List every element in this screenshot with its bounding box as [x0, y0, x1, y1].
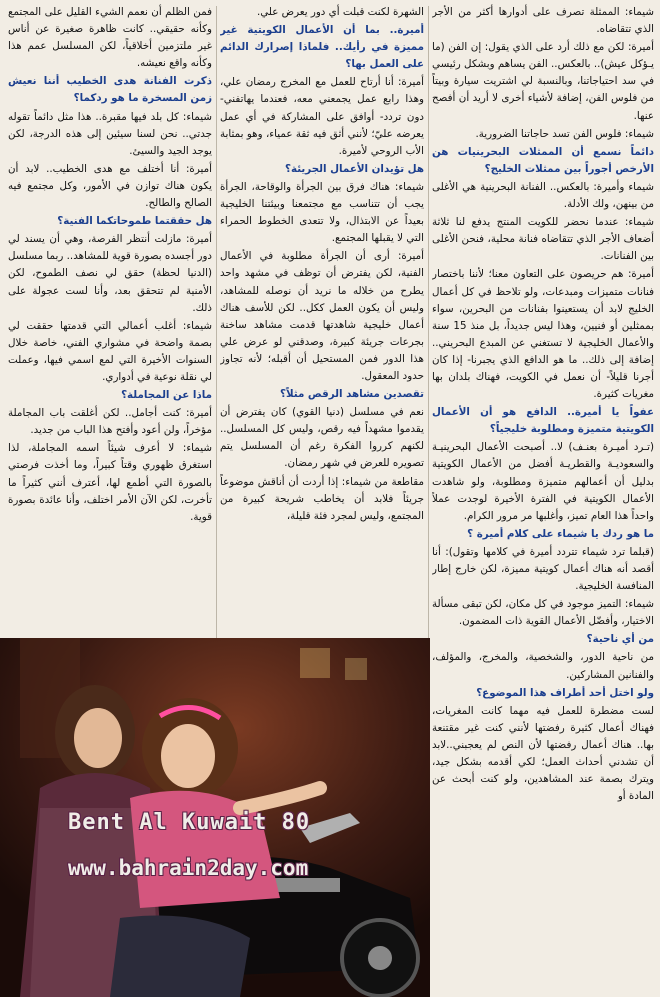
interview-answer: أميرة: لكن مع ذلك أرد على الذي يقول: إن الفن (ما يـؤكل عيش).. بالعكس.. الفن يساهم وبشكل رئيسي في سد احتياجاتنا، وبالنسبة لي اشتريت سيارة وبيتاً من فلوس الفن، إضافة لأشياء أخرى لا أريد أن أفصح عنها. [432, 41, 654, 122]
watermark-title: Bent Al Kuwait 80 [68, 810, 311, 835]
interview-answer: (تـرد أميـرة بعنـف) لا.. أصبحت الأعمال البحرينيـة والسعوديـة والقطريـة أفضل من الأعمال الكويتية بدليل أن أعمالهم متميزة ومطلوبة، ولو شاهدت الأعمال الكويتية في الفترة الأخيرة لوجدت عملاً واحداً هذا العام تميز، وأغلبها مر مرور الكرام. [432, 441, 654, 522]
interview-answer: شيماء: كل بلد فيها مقبرة.. هذا مثل دائماً تقوله جدتي.. نحن لسنا سيئين إلى هذه الدرجة، لكن يوجد الجيد والسيئ. [8, 110, 212, 157]
interview-answer: شيماء: الممثلة تصرف على أدوارها أكثر من الأجر الذي تتقاضاه. [432, 6, 654, 36]
column-divider [428, 6, 429, 638]
interview-question: من أي ناحية؟ [586, 633, 654, 646]
interview-question: أميرة.. بما أن الأعمال الكويتية غير مميزة في رأيك.. فلماذا إصرارك الدائم على العمل بها؟ [220, 24, 424, 71]
interview-question: دائماً نسمع أن الممثلات البحرينيات هن الأرخص أجوراً بين ممثلات الخليج؟ [432, 145, 654, 175]
watermark-url: www.bahrain2day.com [68, 856, 309, 880]
interview-answer: شيماء: التميز موجود في كل مكان، لكن تبقى مسألة الاختيار، وأفضّل الأعمال القوية ذات المضمون. [432, 598, 654, 628]
interview-answer: أميرة: هم حريصون على التعاون معنا؛ لأننا باختصار فنانات متميزات ومبدعات، ولو تلاحظ في كل أعمال الخليج لابد أن يستعينوا بفنانات من البحرين، سواء بممثلين أو فنيين، وهذا ليس جديداً، بل منذ 15 سنة والأعمال الخليجية لا تستغني عن المبدع البحريني.. إضافة إلى ذلك.. ما هو الدافع الذي يجبرنا- إذا كان أجرنا قليلاً- أن نعمل في الكويت، فهناك بلدان بها مغريات كثيرة. [432, 268, 654, 401]
interview-answer: فمن الظلم أن نعمم الشيء القليل على المجتمع وكأنه حقيقي.. كانت ظاهرة صغيرة عن أناس غير ملتزمين أخلاقياً، لكن المسلسل عمم هذا وكأنه واقع نعيشه. [8, 6, 212, 70]
interview-answer: أميرة: كنت أجامل.. لكن أغلقت باب المجاملة مؤخراً، ولن أعود وأفتح هذا الباب من جديد. [8, 407, 212, 437]
interview-question: هل تؤيدان الأعمال الجريئة؟ [285, 162, 424, 175]
interview-answer: شيماء: هناك فرق بين الجرأة والوقاحة، الجرأة يجب أن تتناسب مع مجتمعنا وبيئتنا الخليجية بعيداً عن الابتذال، ولا تتعدى الخطوط الحمراء التي لا يقبلها المجتمع. [220, 180, 424, 245]
interview-answer: شيماء: أغلب أعمالي التي قدمتها حققت لي بصمة واضحة في مشواري الفني، خاصة خلال السنوات الأخيرة التي لمع اسمي فيها، وعملت لي نقلة نوعية في أدواري. [8, 319, 212, 383]
interview-answer: شيماء: فلوس الفن تسد حاجاتنا الضرورية. [475, 127, 654, 140]
interview-question: تقصدين مشاهد الرقص مثلاً؟ [279, 388, 424, 401]
interview-answer: أميرة: أرى أن الجرأة مطلوبة في الأعمال الفنية، لكن يفترض أن توظف في مشهد واحد يطرح من خلاله ما نريد أن نوصله للمشاهد، وليس أن يكون العمل ككل.. لكن للأسف هناك أعمال خليجية شاهدتها قدمت مشاهد ساخنة بجرعات جريئة كبيرة، وصدقني لو عرض علي هذا الدور فمن المستحيل أن أقبله؛ لأنه تجاوز حدود المعقول. [220, 250, 424, 382]
interview-answer: من ناحية الدور، والشخصية، والمخرج، والمؤلف، والفنانين المشاركين. [432, 651, 654, 681]
interview-answer: أميرة: أنا أختلف مع هدى الخطيب.. لابد أن يكون هناك توازن في الأمور، وكل مجتمع فيه الصالح والطالح. [8, 162, 212, 210]
interview-answer: أميرة: مازلت أنتظر الفرصة، وهي أن يسند لي دور أجسده بصورة قوية للمشاهد.. ربما مسلسل (الدنيا لحظة) حقق لي نصف الطموح، لكن الأمنية لم تتحقق بعد، وأنا لست عجولة على ذلك. [8, 233, 212, 314]
interview-answer: لست مضطرة للعمل فيه مهما كانت المغريات، فهناك أعمال كثيرة رفضتها لأنني كنت غير مقتنعة بها.. هناك أعمال رفضتها لأن النص لم يعجبني..لابد أن تشدني أحداث العمل؛ لكي أقدمه بشكل جيد، ويترك بصمة عند المشاهدين، ولو كنت أبحث عن المادة أو [432, 704, 654, 803]
interview-answer: شيماء: لا أعرف شيئاً اسمه المجاملة، لذا استغرق ظهوري وقتاً كبيراً، وما أخذت فرصتي بالصورة التي أطمع لها، أعترف أنني كثيراً ما تأخرت، لكن الآن الأمر اختلف، وأنا عائدة بصورة قوية. [8, 442, 212, 523]
interview-answer: شيماء وأميرة: بالعكس.. الفنانة البحرينية هي الأغلى من بينهن، ولك الأدلة. [432, 180, 654, 211]
column-divider [216, 6, 217, 638]
interview-question: عفواً يا أميرة.. الدافع هو أن الأعمال الكويتية متميزة ومطلوبة خليجياً؟ [432, 406, 654, 436]
interview-question: ما هو ردك يا شيماء على كلام أميرة ؟ [467, 527, 654, 540]
interview-answer: أميرة: أنا أرتاح للعمل مع المخرج رمضان علي، وهذا رابع عمل يجمعني معه، فعندما يهاتفني- دون تردد- أوافق على المشاركة في أي عمل يعرضه عليّ؛ لأنني أثق فيه ثقة عمياء، وهو بمثابة الأب الروحي لأميرة. [220, 76, 424, 157]
interview-answer: شيماء: عندما نحضر للكويت المنتج يدفع لنا ثلاثة أضعاف الأجر الذي تتقاضاه فنانة محلية، فنحن الأغلى بين الفنانات. [432, 216, 654, 263]
interview-answer: (قبلما ترد شيماء تتردد أميرة في كلامها وتقول): أنا أقصد أنه هناك أعمال كويتية مميزة، لكن خارج إطار المنافسة الخليجية. [432, 545, 654, 593]
interview-question: ذكرت الفنانة هدى الخطيب أننا نعيش زمن المسخرة ما هو ردكما؟ [8, 75, 212, 105]
article-column-left [8, 4, 212, 636]
article-column-right [432, 4, 654, 994]
article-photo [0, 638, 430, 997]
interview-question: ماذا عن المجاملة؟ [121, 389, 212, 402]
article-column-middle [220, 4, 424, 636]
interview-answer: نعم في مسلسل (دنيا القوي) كان يفترض أن يقدموا مشهداً فيه رقص، وليس كل المسلسل.. لكنهم كرروا الفكرة رغم أن المسلسل يتم تصويره للعرض في شهر رمضان. [220, 406, 424, 470]
interview-question: ولو اختل أحد أطراف هذا الموضوع؟ [476, 686, 654, 699]
interview-question: هل حققتما طموحاتكما الفنية؟ [57, 215, 212, 228]
interview-answer: الشهرة لكنت قبلت أي دور يعرض علي. [256, 6, 424, 18]
interview-answer: مقاطعة من شيماء: إذا أردت أن أناقش موضوعاً جريئاً فلابد أن يخاطب شريحة كبيرة من المجتمع، وليس لمجرد فئة قليلة، [220, 475, 424, 522]
